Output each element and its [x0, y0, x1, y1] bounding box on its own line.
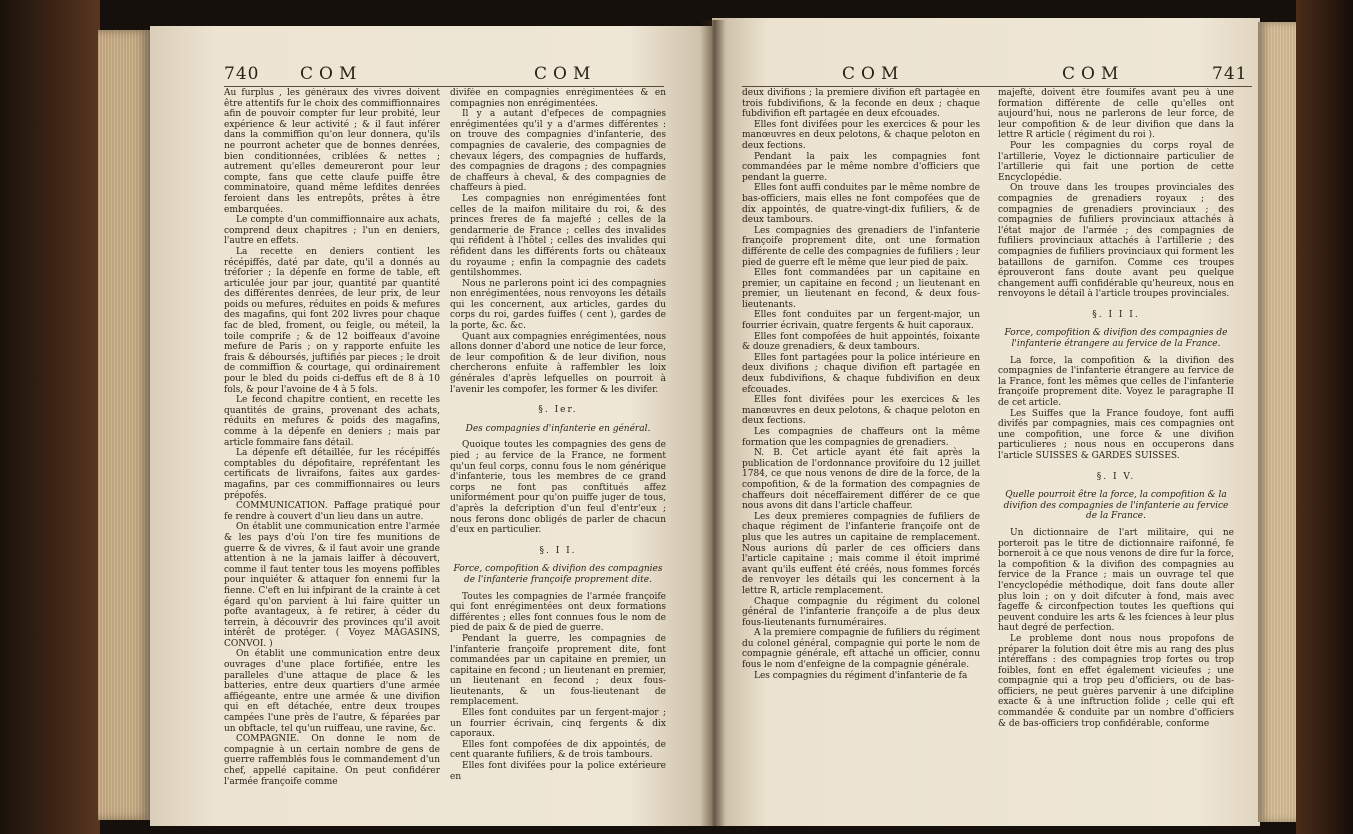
paragraph: Elles font divifées pour les exercices & pour les manœuvres en deux pelotons, & chaque peloton en deux fections.: [742, 119, 980, 151]
paragraph: Elles font compofées de dix appointés, de cent quarante fufiliers, & de trois tambours.: [450, 739, 666, 761]
paragraph: Le fecond chapitre contient, en recette les quantités de grains, provenant des achats, réduits en mefures & poids des magafins, comme à la dépenfe en deniers ; mais par article fommaire fans détail.: [224, 395, 440, 448]
paragraph: Le compte d'un commiffionnaire aux achats, comprend deux chapitres ; l'un en deniers, l'autre en effets.: [224, 215, 440, 247]
paragraph: On établit une communication entre l'armée & les pays d'où l'on tire fes munitions de guerre & de vivres, & il faut avoir une grande attention à ne la jamais laiffer à découvert, comme il faut tenter tous les moyens poffibles pour inquiéter & attaquer fon ennemi fur la fienne. C'eft en lui infpirant de la crainte à cet égard qu'on parvient à lui faire quitter un pofte avantageux, à fe retirer, à céder du terrein, à découvrir des provinces qu'il avoit intérêt de protéger. ( Voyez MAGASINS, CONVOI. ): [224, 522, 440, 649]
paragraph: deux divifions ; la premiere divifion eft partagée en trois fubdivifions, & la feconde en deux ; chaque fubdivifion eft partagée en deux efcouades.: [742, 88, 980, 120]
paragraph: Les compagnies de chaffeurs ont la même formation que les compagnies de grenadiers.: [742, 427, 980, 448]
paragraph: Chaque compagnie du régiment du colonel général de l'infanterie françoife a de plus deux fous-lieutenants furnuméraires.: [742, 596, 980, 628]
section-heading: §. I I I.: [1092, 309, 1140, 320]
paragraph: La dépenfe eft détaillée, fur les récépiffés comptables du dépofitaire, repréfentant les certificats de livraifons, faites aux gardes-magafins, par ces commiffionnaires ou leurs prépofés.: [224, 448, 440, 501]
right-page-edges: [1258, 22, 1298, 822]
paragraph: COMMUNICATION. Paffage pratiqué pour fe rendre à couvert d'un lieu dans un autre.: [224, 501, 440, 522]
paragraph: Elles font compofées de huit appointés, foixante & douze grenadiers, & deux tambours.: [742, 331, 980, 353]
left-cover: [0, 0, 100, 834]
paragraph: N. B. Cet article ayant été fait après la publication de l'ordonnance provifoire du 12 juillet 1784, ce que nous venons de dire de la force, de la compofition, & de la formation des compagnies de chaffeurs doit néceffairement différer de ce que nous avons dit dans l'article chaffeur.: [742, 448, 980, 512]
paragraph: Les deux premieres compagnies de fufiliers de chaque régiment de l'infanterie françoife ont de plus que les autres un capitaine de remplacement. Nous aurions dû parler de ces officiers dans l'article capitaine ; mais comme il étoit imprimé avant qu'ils euffent été créés, nous fommes forcés de renvoyer les détails qui les concernent à la lettre R, article remplacement.: [742, 511, 980, 596]
section-heading: §. I V.: [1096, 471, 1136, 482]
running-head: COM: [300, 64, 363, 84]
section-caption: Quelle pourroit être la force, la compofition & la divifion des compagnies de l'infanterie au fervice de la France.: [1003, 490, 1229, 522]
section-heading: §. Ier.: [538, 405, 578, 416]
paragraph: La force, la compofition & la divifion des compagnies de l'infanterie étrangere au fervice de la France, font les mêmes que celles de l'infanterie françoife proprement dite. Voyez le paragraphe II de cet article.: [998, 355, 1234, 409]
text-column-right: [450, 88, 666, 808]
paragraph: Un dictionnaire de l'art militaire, qui ne porteroit pas le titre de dictionnaire raifonné, fe borneroit à ce que nous venons de dire fur la force, la compofition & la divifion des compagnies au fervice de la France ; mais un ouvrage tel que l'encyclopédie méthodique, doit fans doute aller plus loin ; on y doit difcuter à fond, mais avec fageffe & circonfpection toutes les queftions qui peuvent conduire les arts & les fciences à leur plus haut degré de perfection.: [998, 527, 1234, 634]
paragraph: Nous ne parlerons point ici des compagnies non enrégimentées, nous renvoyons les détails qui les concernent, aux articles, gardes du corps du roi, gardes fuiffes ( cent ), gardes de la porte, &c. &c.: [450, 278, 666, 332]
paragraph: Quoique toutes les compagnies des gens de pied ; au fervice de la France, ne forment qu'un feul corps, connu fous le nom générique d'infanterie, tous les membres de ce grand corps ne font pas conftitués affez uniformément pour qu'on puiffe juger de tous, d'après la defcription d'un feul d'entr'eux ; nous ferons donc obligés de parler de chacun d'eux en particulier.: [450, 440, 666, 536]
paragraph: Pendant la guerre, les compagnies de l'infanterie françoife proprement dite, font commandées par un capitaine en premier, un capitaine en fecond ; un lieutenant en premier, un lieutenant en fecond ; deux fous-lieutenants, & un fous-lieutenant de remplacement.: [450, 633, 666, 708]
paragraph: Toutes les compagnies de l'armée françoife qui font enrégimentées ont deux formations différentes ; elles font connues fous le nom de pied de paix & de pied de guerre.: [450, 591, 666, 634]
paragraph: On établit une communication entre deux ouvrages d'une place fortifiée, entre les paralleles d'une attaque de place & les batteries, entre deux quartiers d'une armée affiégeante, entre une armée & une divifion qui en eft détachée, entre deux troupes campées l'une près de l'autre, & féparées par un obftacle, tel qu'un ruiffeau, une ravine, &c.: [224, 649, 440, 734]
page-number: 740: [224, 64, 260, 84]
paragraph: Le probleme dont nous nous propofons de préparer la folution doit être mis au rang des plus intéreffans : des compagnies trop fortes ou trop foibles, font en effet également vicieufes ; une compagnie qui a trop peu d'officiers, ou de bas-officiers, ne peut guères parvenir à une difcipline exacte & à une inftruction folide ; celle qui eft commandée & conduite par un nombre d'officiers & de bas-officiers trop confidérable, conforme: [998, 633, 1234, 729]
paragraph: Il y a autant d'efpeces de compagnies enrégimentées qu'il y a d'armes différentes : on trouve des compagnies d'infanterie, des compagnies de cavalerie, des compagnies de chevaux légers, des compagnies de huffards, des compagnies de dragons ; des compagnies de chaffeurs à cheval, & des compagnies de chaffeurs à pied.: [450, 109, 666, 194]
paragraph: COMPAGNIE. On donne le nom de compagnie à un certain nombre de gens de guerre raffemblés fous le commandement d'un chef, appellé capitaine. On peut confidérer l'armée françoife comme: [224, 734, 440, 787]
paragraph: Elles font partagées pour la police intérieure en deux divifions ; chaque divifion eft partagée en deux fubdivifions, & chaque fubdivifion en deux efcouades.: [742, 352, 980, 395]
paragraph: A la premiere compagnie de fufiliers du régiment du colonel général, compagnie qui porte le nom de compagnie générale, eft attaché un officier, connu fous le nom d'enfeigne de la compagnie générale.: [742, 628, 980, 671]
paragraph: Au furplus , les généraux des vivres doivent être attentifs fur le choix des commiffionnaires afin de pouvoir compter fur leur probité, leur expérience & leur activité ; & il faut inférer dans la commiffion qu'on leur donnera, qu'ils ne pourront acheter que de bonnes denrées, bien conditionnées, criblées & nettes ; autrement qu'elles demeureront pour leur compte, fans que cette claufe puiffe être comminatoire, quand même lefdites denrées feroient dans les entrepôts, prêtes à être embarquées.: [224, 88, 440, 215]
right-page: [712, 18, 1260, 826]
text-column-right: [998, 88, 1234, 810]
book-gutter: [700, 20, 726, 826]
paragraph: On trouve dans les troupes provinciales des compagnies de grenadiers royaux ; des compagnies de grenadiers provinciaux ; des compagnies de fufiliers provinciaux attachés à l'état major de l'armée ; des compagnies de fufiliers provinciaux attachés à l'artillerie ; des compagnies de fufiliers provinciaux qui forment les bataillons de garnifon. Comme ces troupes éprouveront fans doute avant peu quelque changement auffi confidérable qu'heureux, nous en renvoyons le détail à l'article troupes provinciales.: [998, 183, 1234, 300]
section-heading: §. I I.: [539, 545, 577, 556]
paragraph: Les Suiffes que la France foudoye, font auffi divifés par compagnies, mais ces compagnies ont une compofition, une force & une divifion particulieres ; nous nous en occuperons dans l'article SUISSES & GARDES SUISSES.: [998, 408, 1234, 461]
paragraph: Pour les compagnies du corps royal de l'artillerie, Voyez le dictionnaire particulier de l'artillerie qui fait une portion de cette Encyclopédie.: [998, 140, 1234, 183]
paragraph: divifée en compagnies enrégimentées & en compagnies non enrégimentées.: [450, 88, 666, 109]
paragraph: Elles font divifées pour les exercices & les manœuvres en deux pelotons, & chaque peloton en deux fections.: [742, 395, 980, 427]
running-head: COM: [842, 64, 905, 84]
paragraph: Les compagnies du régiment d'infanterie de fa: [754, 670, 968, 681]
paragraph: Pendant la paix les compagnies font commandées par le même nombre d'officiers que pendant la guerre.: [742, 151, 980, 183]
paragraph: Les compagnies des grenadiers de l'infanterie françoife proprement dite, ont une formation différente de celle des compagnies de fufiliers ; leur pied de guerre eft le même que leur pied de paix.: [742, 225, 980, 268]
paragraph: Elles font conduites par un fergent-major ; un fourrier écrivain, cinq fergents & dix caporaux.: [450, 708, 666, 740]
section-caption: Force, compofition & divifion des compagnies de l'infanterie étrangere au fervice de la France.: [1004, 328, 1228, 350]
text-column-left: [742, 88, 980, 810]
paragraph: Elles font divifées pour la police extérieure en: [450, 761, 666, 782]
section-caption: Des compagnies d'infanterie en général.: [465, 423, 651, 434]
section-caption: Force, compofition & divifion des compagnies de l'infanterie françoife proprement dite.: [453, 564, 663, 585]
header-rule: [742, 86, 1252, 87]
left-page-edges: [98, 30, 152, 820]
paragraph: Elles font commandées par un capitaine en premier, un capitaine en fecond ; un lieutenant en premier, un lieutenant en fecond, & deux fous-lieutenants.: [742, 268, 980, 310]
running-head: COM: [1062, 64, 1125, 84]
right-cover: [1296, 0, 1353, 834]
paragraph: Les compagnies non enrégimentées font celles de la maifon militaire du roi, & des princes freres de fa majefté ; celles de la gendarmerie de France ; celles des invalides qui réfident à l'hôtel ; celles des invalides qui réfident dans les différents forts ou châteaux du royaume ; enfin la compagnie des cadets gentilshommes.: [450, 193, 666, 279]
paragraph: majefté, doivent être foumifes avant peu à une formation différente de celle qu'elles ont aujourd'hui, nous ne parlerons de leur force, de leur compofition & de leur divifion que dans la lettre R article ( régiment du roi ).: [998, 88, 1234, 141]
text-column-left: [224, 88, 440, 808]
left-page: [150, 26, 712, 826]
running-head: COM: [534, 64, 597, 84]
paragraph: Quant aux compagnies enrégimentées, nous allons donner d'abord une notice de leur force, de leur compofition & de leur divifion, nous chercherons enfuite à raffembler les loix générales d'après lefquelles on pourroit à l'avenir les compofer, les former & les divifer.: [450, 331, 666, 395]
paragraph: Elles font auffi conduites par le même nombre de bas-officiers, mais elles ne font compofées que de dix appointés, de quatre-vingt-dix fufiliers, & de deux tambours.: [742, 183, 980, 226]
page-number: 741: [1212, 64, 1248, 84]
paragraph: Elles font conduites par un fergent-major, un fourrier écrivain, quatre fergents & huit caporaux.: [742, 310, 980, 332]
paragraph: La recette en deniers contient les récépiffés, daté par date, qu'il a donnés au tréforier ; la dépenfe en forme de table, eft articulée jour par jour, quantité par quantité des différentes denrées, de leur prix, de leur poids ou mefures, réduites en poids & mefures des magafins, qui font 202 livres pour chaque fac de bled, froment, ou feigle, ou méteil, la toile comprife ; & de 12 boiffeaux d'avoine mefure de Paris ; on y rapporte enfuite les frais & déboursés, juftifiés par pieces ; le droit de commiffion & courtage, qui ordinairement pour le bled du poids ci-deffus eft de 8 à 10 fols, & pour l'avoine de 4 à 5 fols.: [224, 246, 440, 395]
header-rule: [224, 86, 664, 87]
